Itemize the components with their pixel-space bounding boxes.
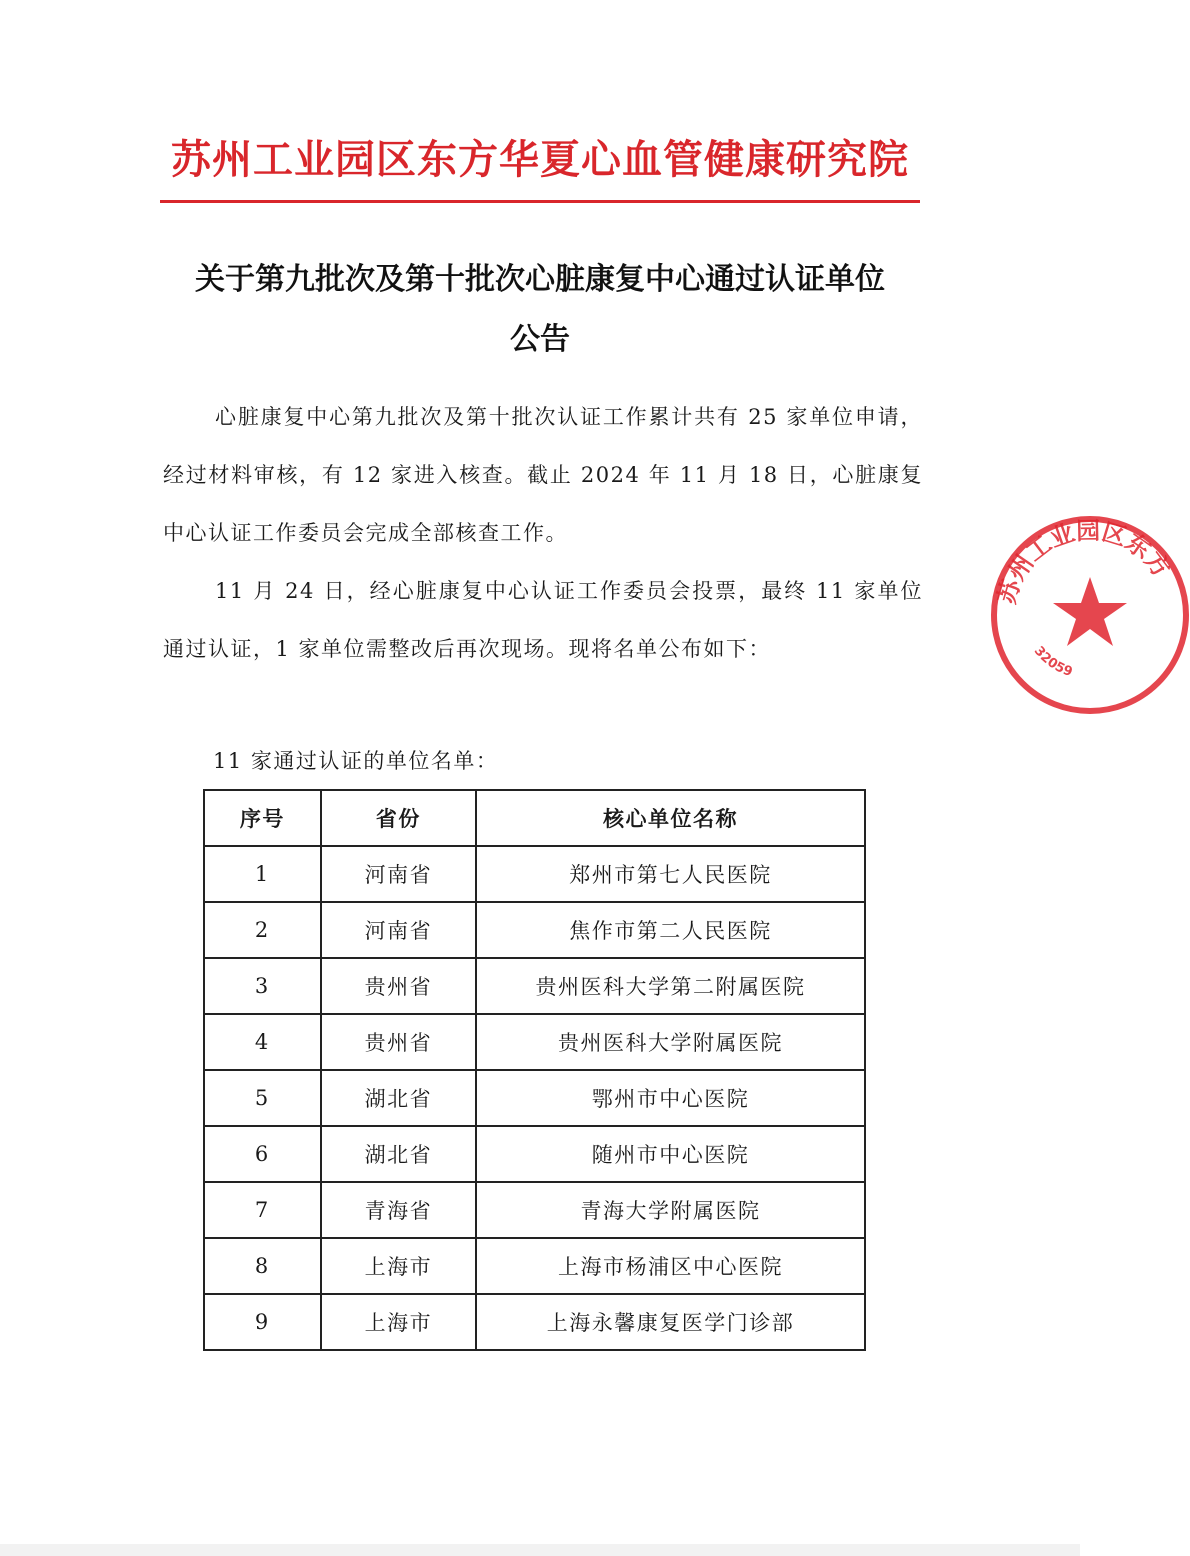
row-serial-number: 3 (204, 958, 321, 1014)
organization-header: 苏州工业园区东方华夏心血管健康研究院 (171, 136, 909, 183)
row-unit-name: 贵州医科大学第二附属医院 (476, 958, 865, 1014)
table-row (204, 902, 865, 958)
table-row (204, 1294, 865, 1350)
row-unit-name: 上海市杨浦区中心医院 (476, 1238, 865, 1294)
header-province: 省份 (321, 790, 476, 846)
row-serial-number: 2 (204, 902, 321, 958)
row-province: 上海市 (321, 1238, 476, 1294)
table-row (204, 958, 865, 1014)
row-unit-name: 上海永馨康复医学门诊部 (476, 1294, 865, 1350)
row-unit-name: 鄂州市中心医院 (476, 1070, 865, 1126)
paragraph-1: 心脏康复中心第九批次及第十批次认证工作累计共有 25 家单位申请，经过材料审核，有 12 家进入核查。截止 2024 年 11 月 18 日，心脏康复中心认证工作委员会完成全部核查工作。 (163, 405, 923, 545)
list-caption: 11 家通过认证的单位名单： (213, 749, 499, 773)
row-province: 上海市 (321, 1294, 476, 1350)
row-unit-name: 郑州市第七人民医院 (476, 846, 865, 902)
row-unit-name: 青海大学附属医院 (476, 1182, 865, 1238)
table-row (204, 846, 865, 902)
seal-number: 32059 (1030, 643, 1075, 681)
row-serial-number: 1 (204, 846, 321, 902)
document-title (140, 250, 940, 370)
document-title-line-1: 关于第九批次及第十批次心脏康复中心通过认证单位 (195, 262, 885, 297)
page-bottom-edge (0, 1544, 1080, 1556)
document-title-line-2: 公告 (510, 322, 570, 357)
table-row (204, 1070, 865, 1126)
row-serial-number: 6 (204, 1126, 321, 1182)
row-unit-name: 贵州医科大学附属医院 (476, 1014, 865, 1070)
row-serial-number: 4 (204, 1014, 321, 1070)
certified-units-table (203, 789, 866, 1351)
row-province: 河南省 (321, 846, 476, 902)
official-seal-stamp (990, 515, 1190, 715)
paragraph-2: 11 月 24 日，经心脏康复中心认证工作委员会投票，最终 11 家单位通过认证，1 家单位需整改后再次现场。现将名单公布如下： (163, 579, 923, 661)
seal-text: 苏州工业园区东方 (992, 516, 1176, 608)
header-red-rule (160, 200, 920, 203)
row-serial-number: 9 (204, 1294, 321, 1350)
table-row (204, 1126, 865, 1182)
table-row (204, 1182, 865, 1238)
row-serial-number: 7 (204, 1182, 321, 1238)
seal-star-icon (1053, 577, 1127, 646)
table-row (204, 1238, 865, 1294)
row-unit-name: 焦作市第二人民医院 (476, 902, 865, 958)
row-province: 河南省 (321, 902, 476, 958)
row-province: 贵州省 (321, 958, 476, 1014)
header-unit-name: 核心单位名称 (476, 790, 865, 846)
row-unit-name: 随州市中心医院 (476, 1126, 865, 1182)
row-province: 湖北省 (321, 1070, 476, 1126)
table-row (204, 1014, 865, 1070)
row-serial-number: 5 (204, 1070, 321, 1126)
row-serial-number: 8 (204, 1238, 321, 1294)
table-header-row (204, 790, 865, 846)
header-serial-number: 序号 (204, 790, 321, 846)
row-province: 贵州省 (321, 1014, 476, 1070)
row-province: 青海省 (321, 1182, 476, 1238)
row-province: 湖北省 (321, 1126, 476, 1182)
